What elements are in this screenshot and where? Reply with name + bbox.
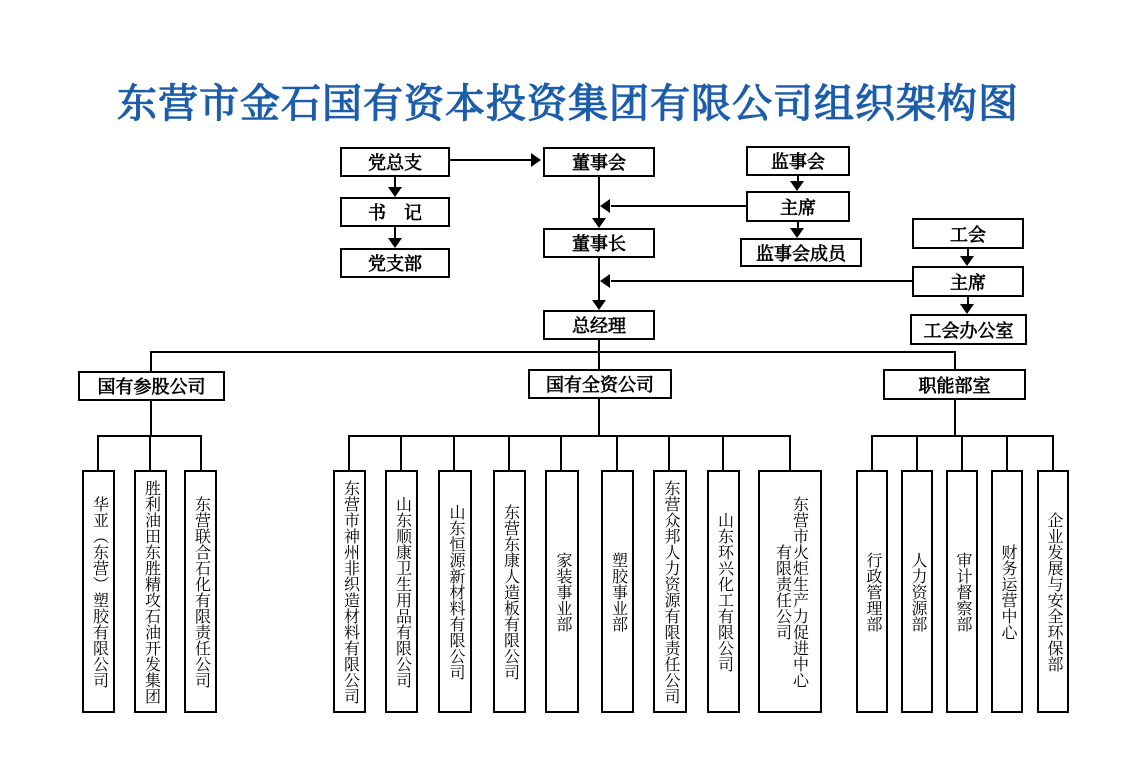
connector-line (954, 351, 956, 369)
connector-line (611, 205, 746, 207)
node-board-of-directors (543, 147, 655, 177)
connector-line (598, 399, 600, 437)
node-labor-union (912, 218, 1024, 249)
connector-line (871, 435, 873, 470)
leaf-shunkang-hygiene (385, 470, 418, 713)
node-supervisory-board (746, 146, 850, 176)
connector-line (916, 435, 918, 470)
connector-line (450, 159, 531, 161)
arrow-down-icon (388, 238, 402, 248)
connector-line (611, 280, 912, 282)
node-label: 主席 (780, 197, 816, 218)
arrow-down-icon (790, 181, 804, 191)
leaf-finance-operations-center (991, 470, 1023, 713)
node-supervisory-chairman (746, 191, 850, 222)
connector-line (149, 435, 151, 470)
node-label: 工会 (950, 224, 986, 245)
node-label: 工会办公室 (923, 320, 1014, 341)
arrow-down-icon (592, 300, 606, 310)
connector-line (150, 351, 956, 353)
arrow-down-icon (960, 304, 974, 314)
node-party-general-branch (340, 147, 450, 177)
node-label: 监事会成员 (756, 243, 846, 264)
arrow-down-icon (388, 187, 402, 197)
node-functional-departments (883, 369, 1026, 400)
connector-line (722, 435, 724, 470)
node-label: 山东环兴化工有限公司 (715, 511, 733, 672)
node-label: 华亚（东营）塑胶有限公司 (90, 495, 108, 688)
leaf-home-decoration-division (545, 470, 579, 713)
node-label: 有限责任公司 (773, 543, 791, 640)
leaf-shengli-oilfield-dongsheng (134, 470, 167, 713)
node-label: 总经理 (572, 316, 626, 336)
connector-line (789, 435, 791, 470)
node-label: 书 记 (368, 203, 422, 223)
node-label: 董事会 (572, 153, 626, 173)
leaf-dongying-united-petrochemical (184, 470, 217, 713)
node-supervisory-members (740, 238, 862, 267)
connector-line (1052, 435, 1054, 470)
connector-line (961, 435, 963, 470)
connector-line (954, 400, 956, 437)
arrow-down-icon (790, 228, 804, 238)
arrow-down-icon (960, 256, 974, 266)
node-secretary (340, 197, 450, 227)
connector-line (453, 435, 455, 470)
node-label: 东营联合石化有限责任公司 (192, 495, 210, 688)
arrow-left-icon (600, 199, 610, 213)
leaf-dongkang-artificial-board (493, 470, 526, 713)
node-label: 党支部 (368, 254, 422, 274)
connector-line (348, 435, 350, 470)
connector-line (150, 401, 152, 436)
leaf-human-resources-dept (901, 470, 933, 713)
connector-line (348, 435, 791, 437)
node-state-holding-companies (78, 371, 225, 401)
page-title: 东营市金石国有资本投资集团有限公司组织架构图 (117, 81, 1019, 126)
node-label: 家装事业部 (554, 551, 571, 632)
connector-line (400, 435, 402, 470)
leaf-torch-productivity-center (758, 470, 822, 713)
node-label: 监事会 (771, 152, 825, 172)
connector-line (560, 435, 562, 470)
leaf-shenzhou-nonwoven (333, 470, 366, 713)
connector-line (200, 435, 202, 470)
node-label: 东营市神州非织造材料有限公司 (341, 479, 359, 704)
leaf-hengyuan-new-materials (438, 470, 472, 713)
node-label: 企业发展与安全环保部 (1045, 511, 1062, 672)
connector-line (1006, 435, 1008, 470)
leaf-zhongbang-human-resources (653, 470, 687, 713)
node-label: 国有参股公司 (97, 377, 206, 397)
arrow-right-icon (531, 153, 541, 167)
node-label: 东营众邦人力资源有限责任公司 (662, 479, 679, 704)
arrow-left-icon (600, 274, 610, 288)
node-label: 党总支 (368, 153, 422, 173)
node-label: 审计督察部 (954, 551, 971, 632)
leaf-plastics-division (601, 470, 634, 713)
leaf-administration-dept (856, 470, 888, 713)
node-label: 人力资源部 (909, 551, 926, 632)
node-label: 职能部室 (918, 375, 991, 396)
connector-line (598, 351, 600, 369)
node-label: 山东顺康卫生用品有限公司 (393, 495, 411, 688)
node-union-chairman (912, 266, 1024, 297)
node-board-chairman (543, 228, 655, 258)
node-label: 行政管理部 (864, 551, 881, 632)
node-label: 胜利油田东胜精攻石油开发集团 (142, 479, 160, 704)
node-party-sub-branch (340, 248, 450, 278)
connector-line (150, 351, 152, 371)
node-label: 董事长 (572, 234, 626, 254)
node-general-manager (543, 310, 655, 340)
connector-line (616, 435, 618, 470)
connector-line (668, 435, 670, 470)
connector-line (508, 435, 510, 470)
arrow-down-icon (592, 218, 606, 228)
node-wholly-state-owned-companies (528, 369, 672, 399)
node-union-office (910, 314, 1027, 345)
node-label: 主席 (950, 272, 986, 293)
node-label: 财务运营中心 (999, 543, 1016, 640)
connector-line (97, 435, 99, 470)
node-label: 塑胶事业部 (609, 551, 627, 632)
node-label: 国有全资公司 (546, 375, 654, 395)
leaf-huanxing-chemical (707, 470, 740, 713)
leaf-huaya-dongying-plastics (82, 470, 115, 713)
leaf-enterprise-development-safety-env (1037, 470, 1069, 713)
node-label: 山东恒源新材料有限公司 (447, 503, 464, 680)
node-label: 东营市火炬生产力促进中心 (790, 495, 808, 688)
node-label: 东营东康人造板有限公司 (501, 503, 519, 680)
leaf-audit-supervision-dept (946, 470, 978, 713)
